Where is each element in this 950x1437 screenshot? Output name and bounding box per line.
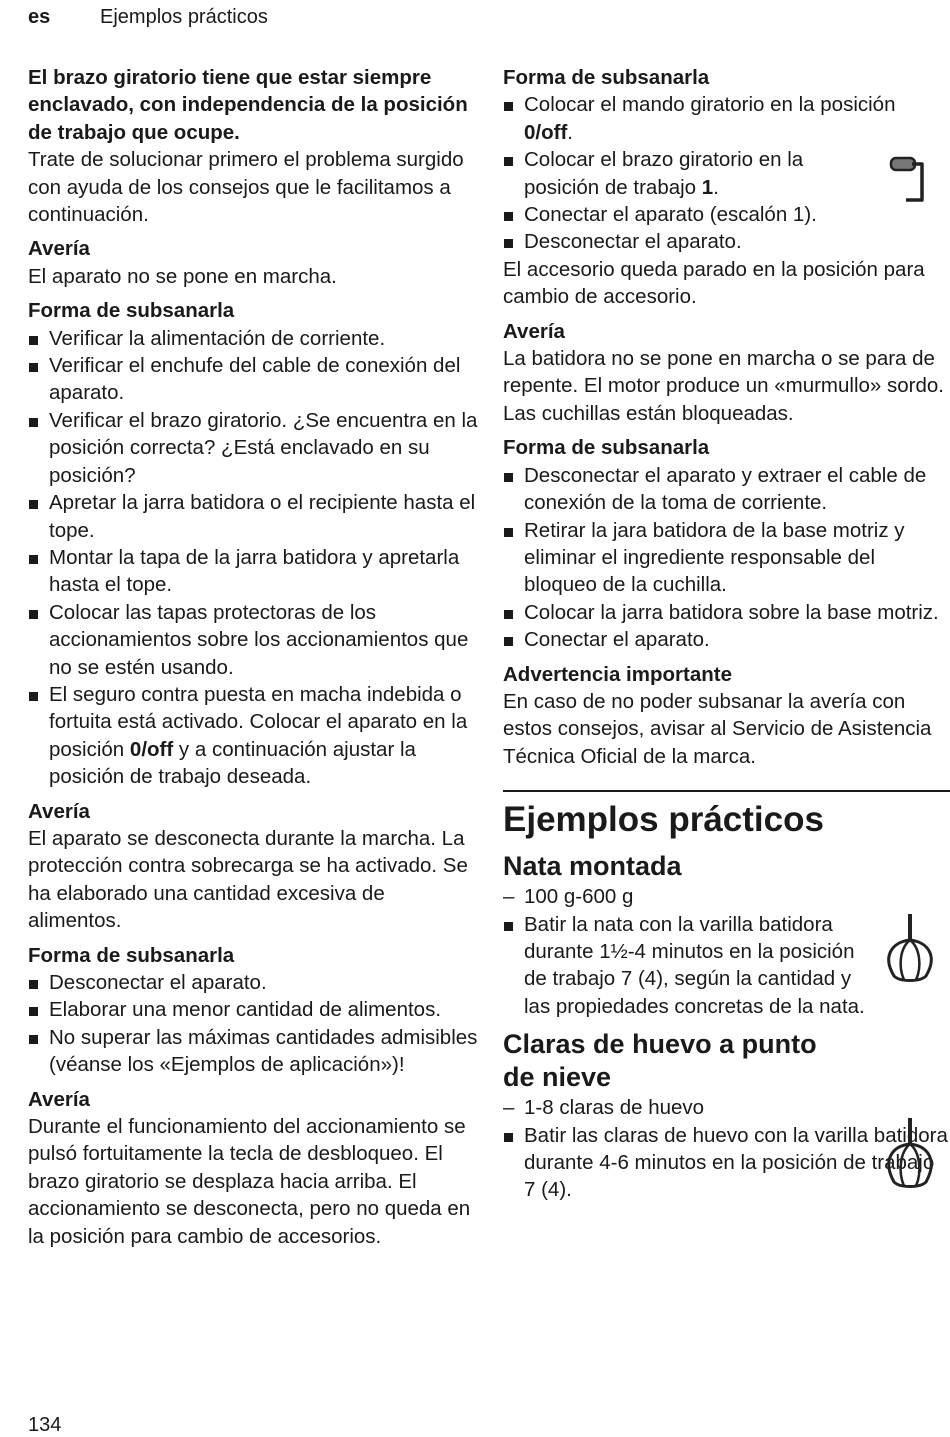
list-item: Retirar la jara batidora de la base motriz y eliminar el ingrediente responsable del bloqueo de la cuchilla. [503,517,948,599]
list-item-text: y a continuación ajustar la posición de trabajo deseada. [49,737,416,789]
list-item: Conectar el aparato (escalón 1). [503,201,948,228]
whisk-icon [880,912,940,984]
list-item: Apretar la jarra batidora o el recipiente hasta el tope. [28,489,478,544]
section-divider [503,790,950,792]
list-item: Desconectar el aparato y extraer el cable de conexión de la toma de corriente. [503,462,948,517]
remedy-note: El accesorio queda parado en la posición para cambio de accesorio. [503,257,925,309]
recipe-quantity: – 100 g-600 g [503,883,948,910]
fault-heading: Avería [28,799,90,823]
intro-warning: El brazo giratorio tiene que estar siempre enclavado, con independencia de la posición de trabajo que ocupe. [28,66,468,144]
list-item-text: El seguro contra puesta en macha indebida o fortuita está activado. Colocar el aparato en la posición [49,682,468,761]
fault-description: Durante el funcionamiento del accionamiento se pulsó fortuitamente la tecla de desbloqueo. El brazo giratorio se desplaza hacia arriba. El accionamiento se desconecta, pero no queda en la posición para cambio de accesorios. [28,1115,471,1248]
list-item: Verificar la alimentación de corriente. [28,325,478,352]
position-number: 1 [701,175,714,199]
intro-text: Trate de solucionar primero el problema surgido con ayuda de los consejos que le facilitamos a continuación. [28,148,464,227]
fault-description: El aparato no se pone en marcha. [28,264,337,288]
fault-heading: Avería [28,1087,90,1111]
remedy-list [28,969,478,1079]
list-item: Conectar el aparato. [503,626,948,653]
list-item-text: Colocar el mando giratorio en la posición [524,93,896,117]
list-item: Desconectar el aparato. [28,969,478,996]
remedy-list [28,325,478,791]
list-item: Montar la tapa de la jarra batidora y apretarla hasta el tope. [28,544,478,599]
language-code: es [28,6,51,28]
running-header-title: Ejemplos prácticos [100,6,268,28]
left-column [28,64,478,1250]
remedy-heading: Forma de subsanarla [503,436,710,460]
list-item: Elaborar una menor cantidad de alimentos. [28,996,478,1023]
remedy-heading: Forma de subsanarla [503,66,710,89]
position-off-label: 0/off [524,120,568,144]
list-item: Desconectar el aparato. [503,228,948,255]
recipe-title: Claras de huevo a punto de nieve [503,1029,817,1093]
list-item [503,146,948,201]
recipe-step: Batir la nata con la varilla batidora durante 1½-4 minutos en la posición de trabajo 7 (4), según la cantidad y las propiedades concretas de la nata. [503,911,948,1021]
fault-description: La batidora no se pone en marcha o se para de repente. El motor produce un «murmullo» sordo. Las cuchillas están bloqueadas. [503,347,944,425]
swivel-arm-position-1-icon [888,152,932,204]
position-off-label: 0/off [129,737,174,761]
recipe-title: Nata montada [503,851,682,882]
list-item [28,681,478,791]
list-item [503,91,948,146]
remedy-heading: Forma de subsanarla [28,299,235,323]
warning-heading: Advertencia importante [503,662,732,686]
whisk-icon [880,1116,940,1190]
list-item-text: . [567,120,573,144]
remedy-list [503,91,948,255]
fault-heading: Avería [503,319,565,343]
recipe-step: Batir las claras de huevo con la varilla batidora durante 4-6 minutos en la posición de trabajo 7 (4). [503,1122,948,1204]
fault-heading: Avería [28,237,90,261]
list-item: Colocar las tapas protectoras de los accionamientos sobre los accionamientos que no se estén usando. [28,599,478,681]
remedy-list [503,462,948,654]
section-title: Ejemplos prácticos [503,800,824,840]
recipe-quantity: – 1-8 claras de huevo [503,1094,948,1121]
page-number: 134 [28,1414,62,1436]
remedy-heading: Forma de subsanarla [28,943,235,967]
list-item: No superar las máximas cantidades admisibles (véanse los «Ejemplos de aplicación»)! [28,1024,478,1079]
list-item-text: . [713,175,719,199]
list-item: Colocar la jarra batidora sobre la base motriz. [503,599,948,626]
list-item: Verificar el enchufe del cable de conexión del aparato. [28,352,478,407]
list-item: Verificar el brazo giratorio. ¿Se encuentra en la posición correcta? ¿Está enclavado en su posición? [28,407,478,489]
right-column [503,64,948,1204]
fault-description: El aparato se desconecta durante la marcha. La protección contra sobrecarga se ha activado. Se ha elaborado una cantidad excesiva de alimentos. [28,826,468,933]
warning-text: En caso de no poder subsanar la avería con estos consejos, avisar al Servicio de Asistencia Técnica Oficial de la marca. [503,689,932,768]
list-item-text: Colocar el brazo giratorio en la posición de trabajo [524,148,804,199]
